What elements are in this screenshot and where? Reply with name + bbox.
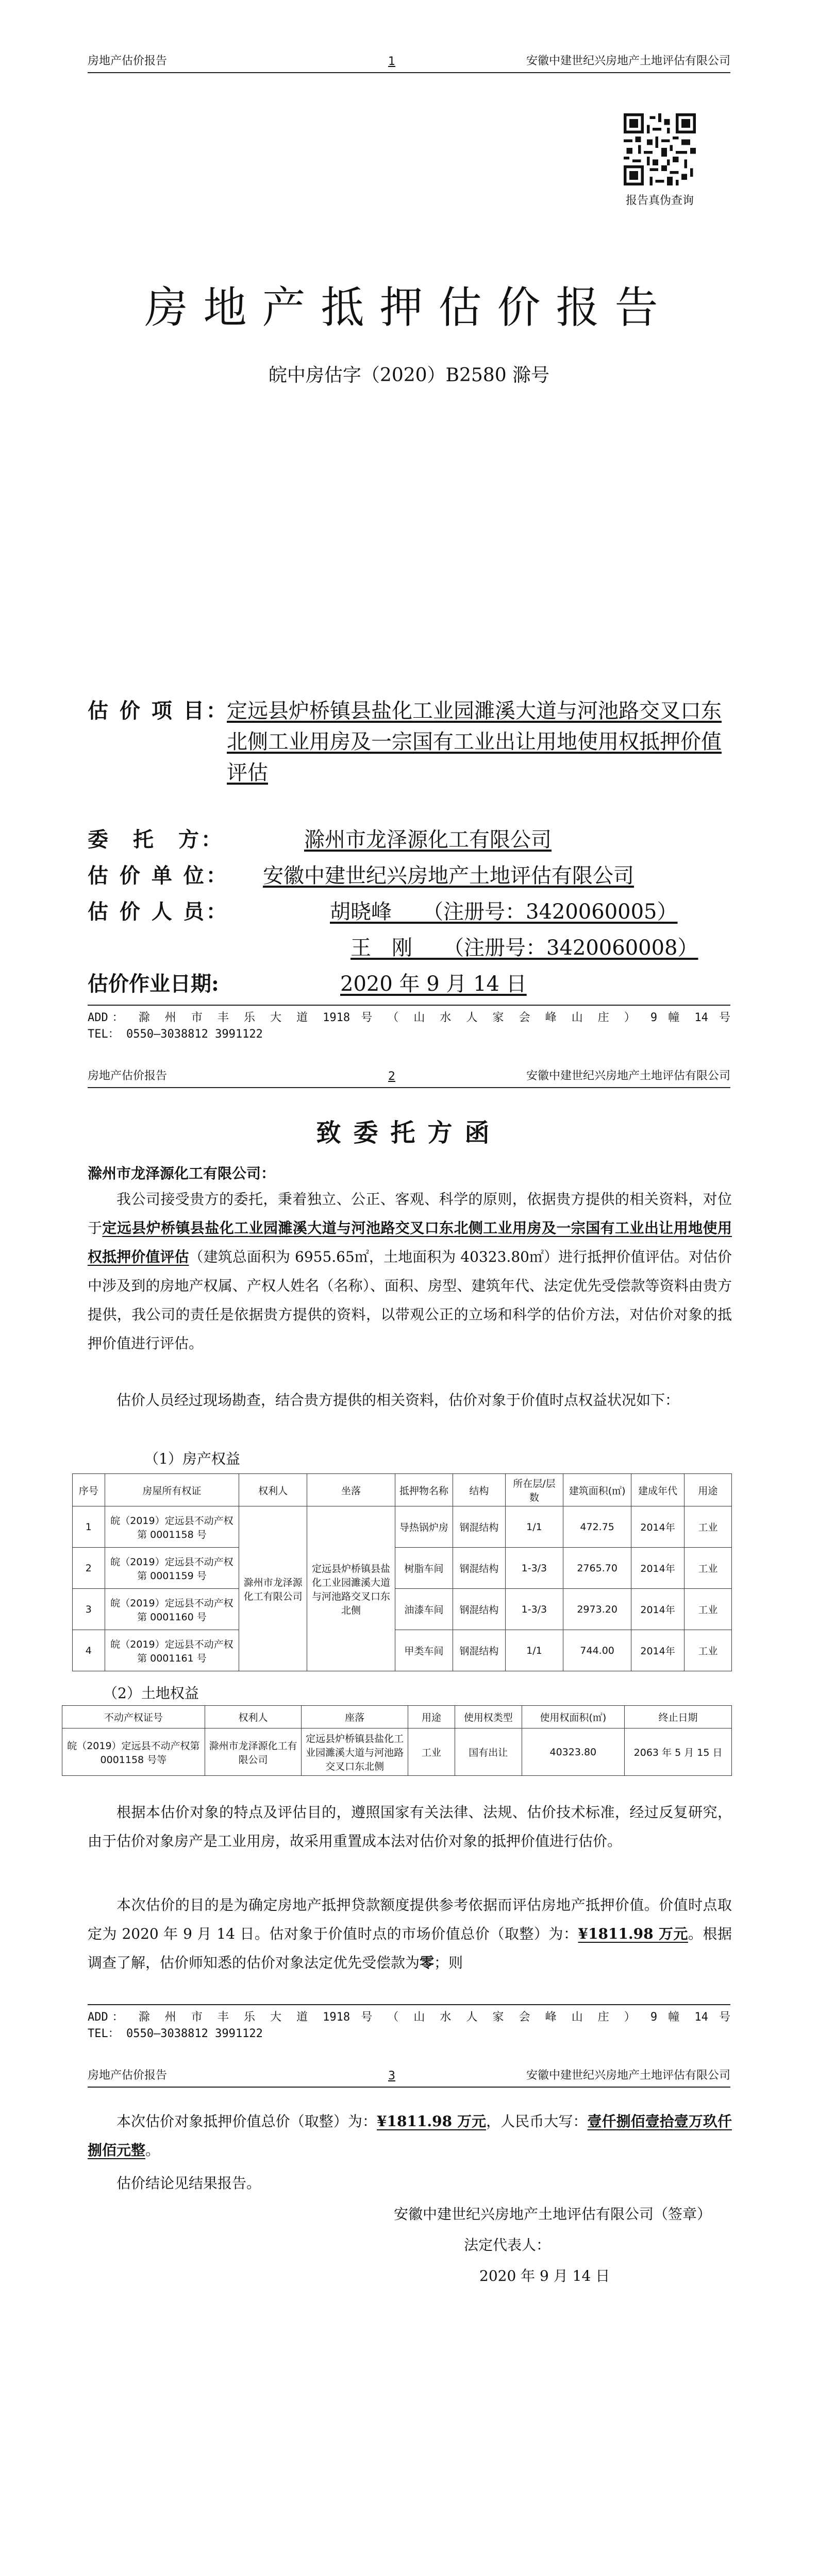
p5-text-c: 。	[145, 2142, 160, 2159]
cell: 472.75	[563, 1506, 631, 1548]
cell: 2063 年 5 月 15 日	[625, 1728, 732, 1776]
table-row	[73, 1589, 732, 1630]
field-project-value: 定远县炉桥镇县盐化工业园濉溪大道与河池路交叉口东北侧工业用房及一宗国有工业出让用地使用权抵押价值评估	[227, 699, 722, 785]
th: 结构	[453, 1474, 505, 1506]
cell: 钢混结构	[453, 1506, 505, 1548]
th: 用途	[684, 1474, 731, 1506]
page-3	[0, 1788, 818, 2576]
header-left: 房地产估价报告	[88, 1070, 168, 1082]
cell-owner: 滁州市龙泽源化工有限公司	[239, 1506, 307, 1671]
th: 序号	[73, 1474, 105, 1506]
priority-amount: 零	[420, 1954, 435, 1971]
qr-code-icon[interactable]	[624, 113, 696, 185]
header-right: 安徽中建世纪兴房地产土地评估有限公司	[526, 1070, 730, 1082]
cell-location: 定远县炉桥镇县盐化工业园濉溪大道与河池路交叉口东北侧	[307, 1506, 395, 1671]
th: 不动产权证号	[62, 1706, 205, 1728]
report-number: 皖中房估字（2020）B2580 滁号	[268, 365, 550, 386]
letter-paragraph-2: 估价人员经过现场勘查，结合贵方提供的相关资料，估价对象于价值时点权益状况如下：	[116, 1392, 680, 1409]
cell: 工业	[684, 1506, 731, 1548]
cell: 1/1	[505, 1630, 563, 1671]
cell: 2	[73, 1548, 105, 1589]
field-client-label: 委 托 方：	[88, 827, 224, 852]
cell: 皖（2019）定远县不动产权第 0001160 号	[105, 1589, 239, 1630]
cell: 导热锅炉房	[395, 1506, 453, 1548]
cell: 1-3/3	[505, 1548, 563, 1589]
page-1	[0, 0, 818, 1056]
footer-address: ADD： 滁 州 市 丰 乐 大 道 1918 号 （ 山 水 人 家 会 峰 山 庄 ） 9 幢 14 号	[88, 1011, 730, 1024]
p1-text: 我公司接受贵方的委托，秉着独立、公正、客观、科学的原则，依据贵方提供的相关资料，对位于	[88, 1191, 732, 1236]
cell: 定远县炉桥镇县盐化工业园濉溪大道与河池路交叉口东北侧	[302, 1728, 408, 1776]
header-right: 安徽中建世纪兴房地产土地评估有限公司	[526, 55, 730, 67]
header-right: 安徽中建世纪兴房地产土地评估有限公司	[526, 2069, 730, 2082]
p1-project: 定远县炉桥镇县盐化工业园濉溪大道与河池路交叉口东北侧工业用房及一宗国有工业出让用地使用权抵押价值评估	[88, 1219, 732, 1265]
th: 建成年代	[631, 1474, 684, 1506]
section-land-rights: （2）土地权益	[103, 1685, 199, 1702]
mortgage-value: ¥1811.98 万元	[377, 2113, 487, 2130]
table-row	[62, 1728, 732, 1776]
cell: 皖（2019）定远县不动产权第 0001158 号等	[62, 1728, 205, 1776]
cell: 1	[73, 1506, 105, 1548]
letter-paragraph-4	[88, 1891, 732, 1977]
qr-caption: 报告真伪查询	[625, 194, 694, 207]
page-header	[88, 52, 730, 73]
cell: 钢混结构	[453, 1548, 505, 1589]
th: 权利人	[205, 1706, 302, 1728]
cell: 2014年	[631, 1630, 684, 1671]
table-row	[73, 1630, 732, 1671]
page-header	[88, 1066, 730, 1088]
cell: 1/1	[505, 1506, 563, 1548]
cell: 2014年	[631, 1548, 684, 1589]
cell: 1-3/3	[505, 1589, 563, 1630]
appraiser-1: 胡晓峰 （注册号：3420060005）	[330, 900, 678, 924]
cell: 744.00	[563, 1630, 631, 1671]
footer-tel: TEL： 0550—3038812 3991122	[88, 1028, 263, 1041]
letter-paragraph-6: 估价结论见结果报告。	[116, 2175, 261, 2192]
letter-title: 致委托方函	[316, 1118, 502, 1147]
header-page-number: 1	[388, 55, 395, 68]
table-row	[73, 1548, 732, 1589]
table-row	[73, 1506, 732, 1548]
p4-text: 本次估价的目的是为确定房地产抵押贷款额度提供参考依据而评估房地产抵押价值。价值时点取定为 2020 年 9 月 14 日。估对象于价值时点的市场价值总价（取整）为：	[88, 1896, 732, 1942]
cell: 皖（2019）定远县不动产权第 0001158 号	[105, 1506, 239, 1548]
cell: 2973.20	[563, 1589, 631, 1630]
cell: 国有出让	[455, 1728, 522, 1776]
field-appraiser-label: 估 价 人 员：	[88, 900, 229, 924]
page-footer	[88, 2004, 730, 2042]
header-page-number: 2	[388, 1070, 395, 1083]
th: 终止日期	[625, 1706, 732, 1728]
signature-representative: 法定代表人：	[464, 2236, 551, 2253]
th: 房屋所有权证	[105, 1474, 239, 1506]
cell: 钢混结构	[453, 1589, 505, 1630]
header-page-number: 3	[388, 2070, 395, 2082]
cell: 皖（2019）定远县不动产权第 0001159 号	[105, 1548, 239, 1589]
cell: 4	[73, 1630, 105, 1671]
footer-address: ADD： 滁 州 市 丰 乐 大 道 1918 号 （ 山 水 人 家 会 峰 山 庄 ） 9 幢 14 号	[88, 2011, 730, 2024]
header-left: 房地产估价报告	[88, 2069, 168, 2082]
th: 抵押物名称	[395, 1474, 453, 1506]
cell: 树脂车间	[395, 1548, 453, 1589]
cell: 甲类车间	[395, 1630, 453, 1671]
p5-text-b: ，人民币大写：	[486, 2113, 588, 2130]
cell: 滁州市龙泽源化工有限公司	[205, 1728, 302, 1776]
cell: 3	[73, 1589, 105, 1630]
cell: 工业	[684, 1548, 731, 1589]
field-org-label: 估 价 单 位：	[88, 863, 229, 888]
land-rights-table	[62, 1705, 732, 1776]
th: 坐落	[307, 1474, 395, 1506]
page-header	[88, 2066, 730, 2088]
p1-tail: （建筑总面积为 6955.65㎡，土地面积为 40323.80㎡）进行抵押价值评估。对估价中涉及到的房地产权属、产权人姓名（名称）、面积、房型、建筑年代、法定优先受偿款等资料由贵方提供，我公司的责任是依据贵方提供的资料，以带观公正的立场和科学的估价方法，对估价对象的抵押价值进行评估。	[88, 1248, 732, 1352]
page-2	[0, 1056, 818, 1788]
letter-paragraph-3: 根据本估价对象的特点及评估目的，遵照国家有关法律、法规、估价技术标准，经过反复研究，由于估价对象房产是工业用房，故采用重置成本法对估价对象的抵押价值进行估价。	[88, 1804, 732, 1850]
p4-text-b: 。根据调查了解，估价师知悉的估价对象法定优先受偿款为	[88, 1925, 732, 1971]
field-client-value: 滁州市龙泽源化工有限公司	[304, 828, 552, 852]
cell: 2014年	[631, 1589, 684, 1630]
header-left: 房地产估价报告	[88, 55, 168, 67]
field-date-label: 估价作业日期:	[88, 972, 219, 996]
th: 座落	[302, 1706, 408, 1728]
cell: 皖（2019）定远县不动产权第 0001161 号	[105, 1630, 239, 1671]
cell: 工业	[684, 1630, 731, 1671]
section-house-rights: （1）房产权益	[144, 1450, 240, 1467]
field-org-value: 安徽中建世纪兴房地产土地评估有限公司	[263, 864, 634, 888]
page-footer	[88, 1005, 730, 1043]
report-title: 房地产抵押估价报告	[144, 282, 674, 333]
letter-paragraph-5	[88, 2107, 732, 2165]
field-project-label: 估 价 项 目：	[88, 699, 229, 723]
th: 权利人	[239, 1474, 307, 1506]
cell: 钢混结构	[453, 1630, 505, 1671]
th: 所在层/层数	[505, 1474, 563, 1506]
cell: 2765.70	[563, 1548, 631, 1589]
th: 使用权面积(㎡)	[522, 1706, 625, 1728]
mortgage-value-words: 壹仟捌佰壹拾壹万玖仟捌佰元整	[88, 2113, 732, 2159]
cell: 工业	[408, 1728, 455, 1776]
th: 用途	[408, 1706, 455, 1728]
p4-text-c: ；则	[434, 1954, 463, 1971]
field-project	[88, 696, 732, 799]
letter-paragraph-1	[88, 1185, 732, 1358]
market-value: ¥1811.98 万元	[578, 1925, 688, 1942]
field-date-value: 2020 年 9 月 14 日	[340, 972, 527, 996]
p5-text: 本次估价对象抵押价值总价（取整）为：	[116, 2113, 377, 2130]
footer-tel: TEL： 0550—3038812 3991122	[88, 2027, 263, 2040]
cell: 2014年	[631, 1506, 684, 1548]
cell: 油漆车间	[395, 1589, 453, 1630]
appraiser-2: 王 刚 （注册号：3420060008）	[350, 936, 698, 960]
th: 建筑面积(㎡)	[563, 1474, 631, 1506]
th: 使用权类型	[455, 1706, 522, 1728]
house-rights-table	[72, 1473, 732, 1671]
cell: 40323.80	[522, 1728, 625, 1776]
cell: 工业	[684, 1589, 731, 1630]
letter-salutation: 滁州市龙泽源化工有限公司：	[88, 1165, 276, 1182]
signature-date: 2020 年 9 月 14 日	[479, 2267, 610, 2284]
signature-company: 安徽中建世纪兴房地产土地评估有限公司（签章）	[393, 2206, 711, 2223]
